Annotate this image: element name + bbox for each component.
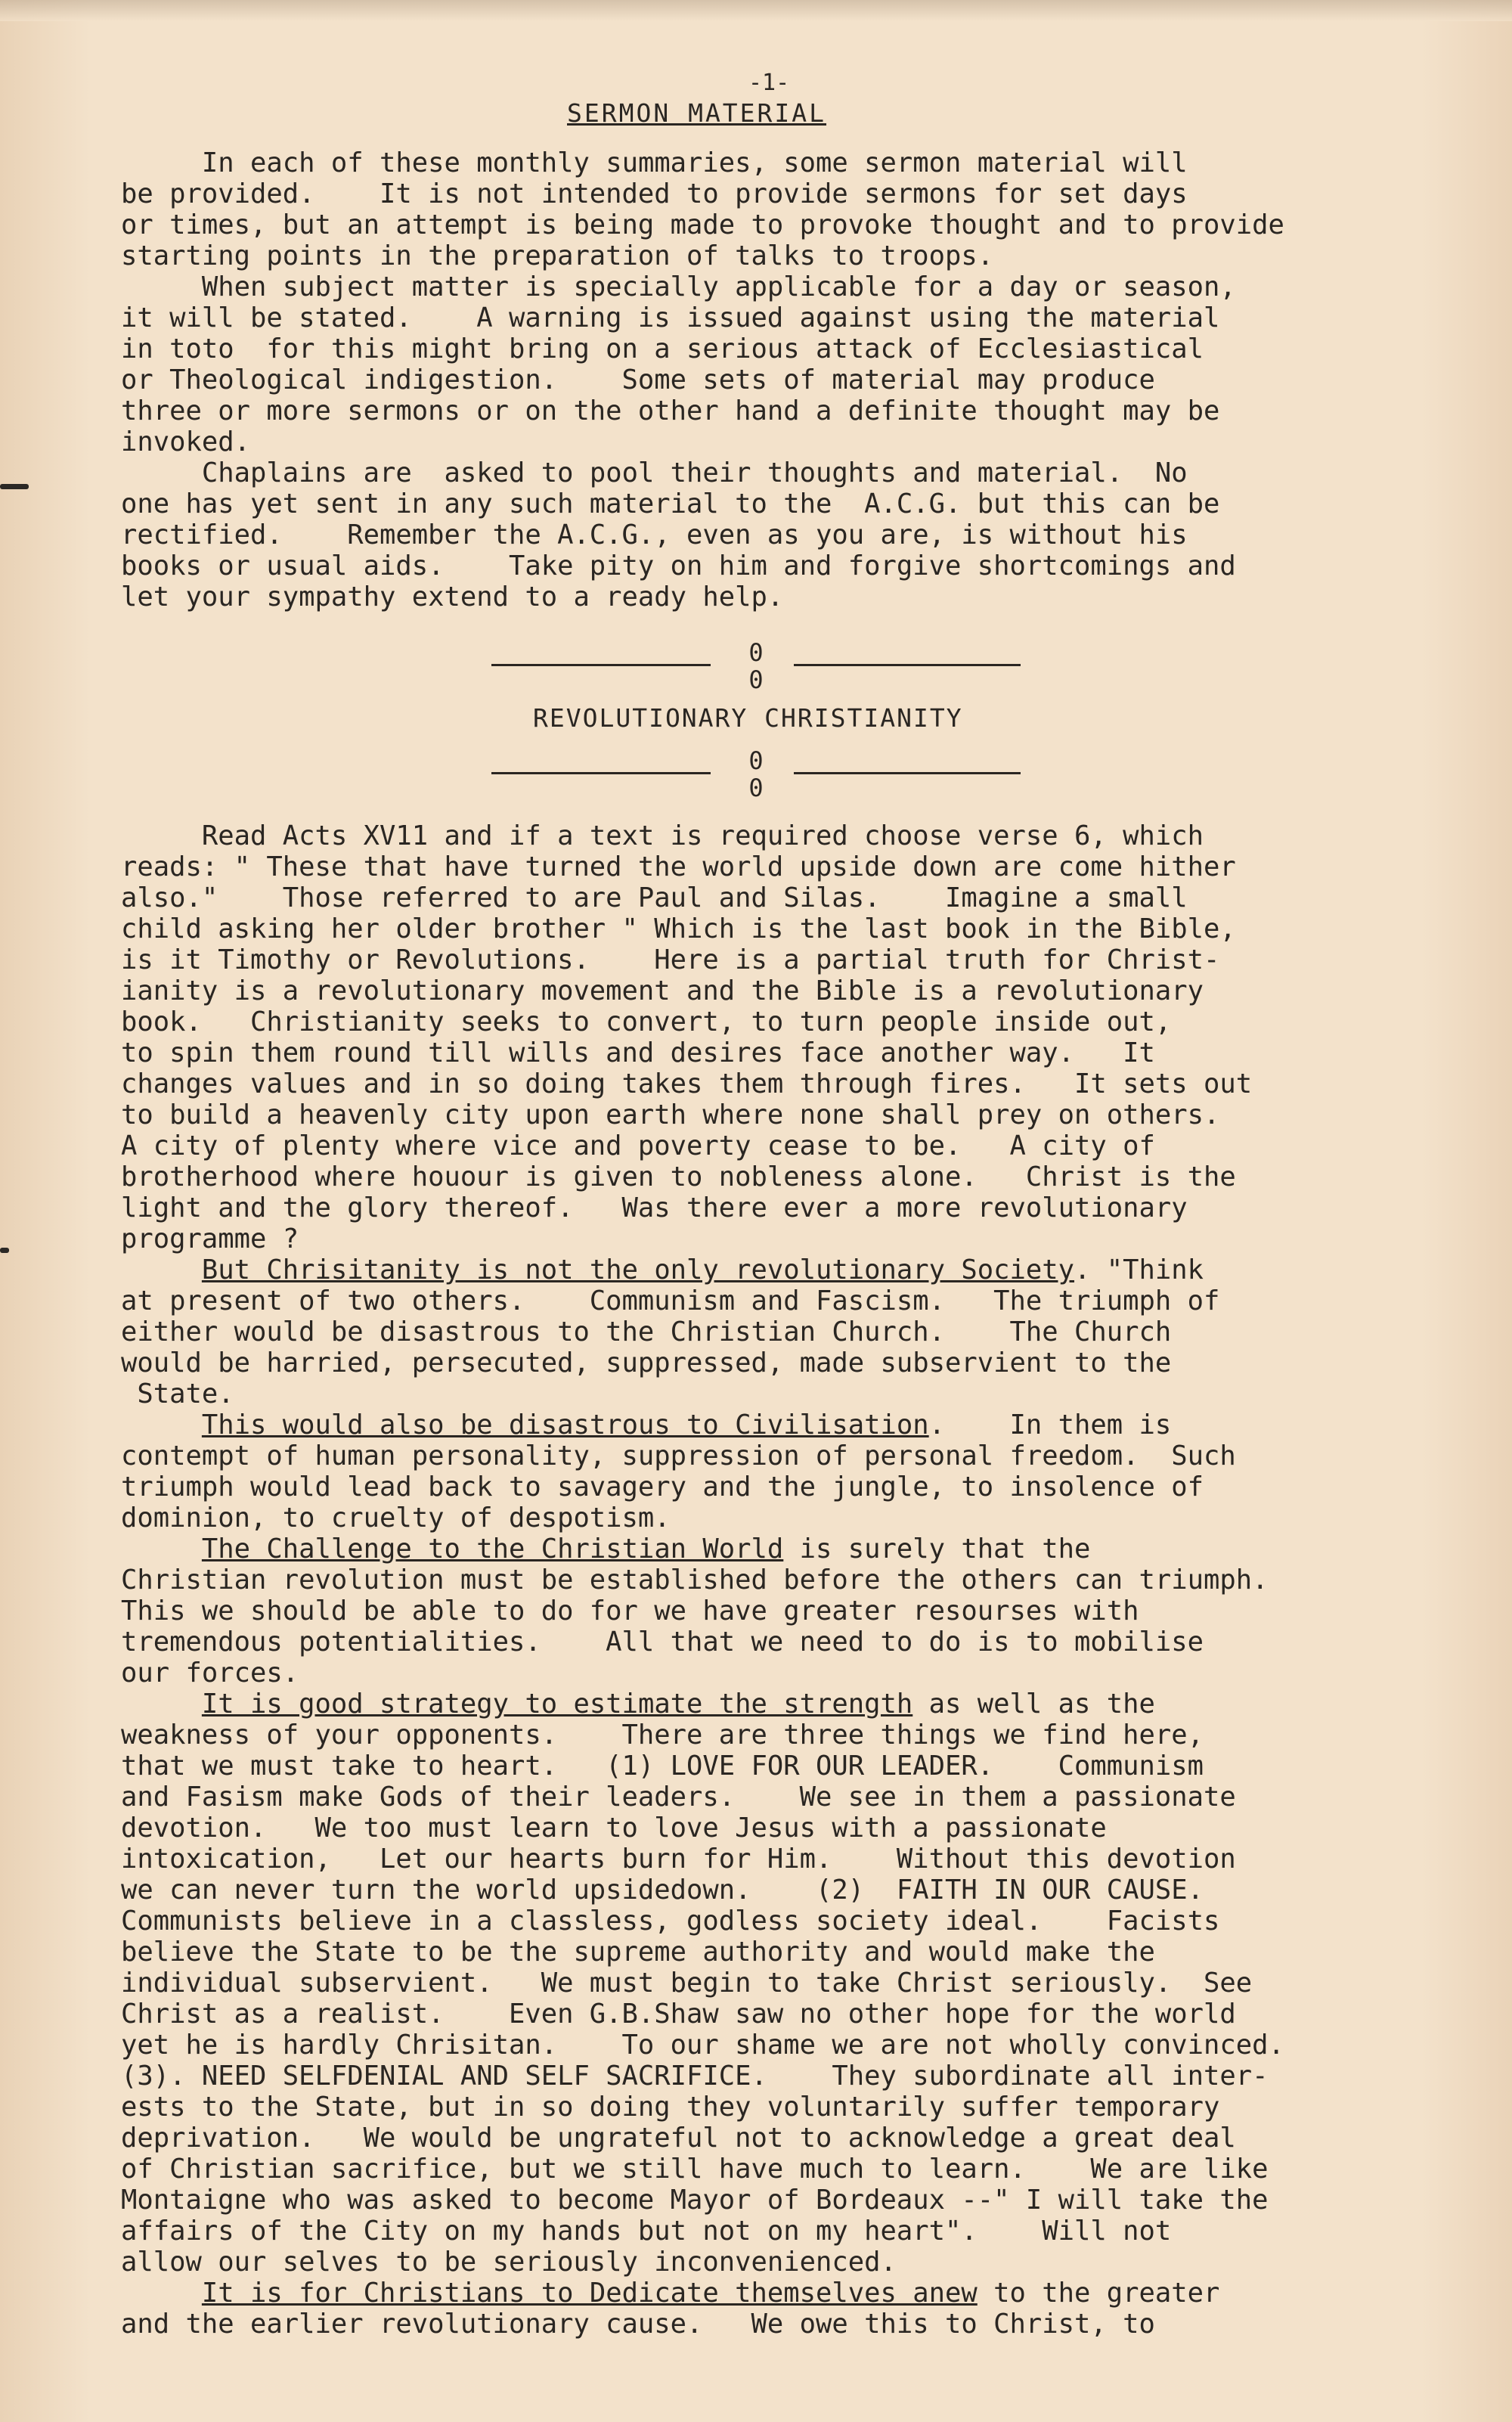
intro-paragraph-3: Chaplains are asked to pool their thoughts and material. No one has yet sent in any such material to the A.C.G. but this can be rectified. Remember the A.C.G., even as you are, is without his books or usual aids. Take pity on him and forgive shortcomings and let your sympathy extend to a ready help. — [121, 457, 1236, 612]
divider-mark: 0 — [748, 774, 764, 802]
sermon-paragraph-3: . In them is contempt of human personality, suppression of personal freedom. Such triumph would lead back to savagery and the jungle, to insolence of dominion, to cruelty of despotism. — [121, 1409, 1236, 1534]
subheading-civilisation: This would also be disastrous to Civilisation — [201, 1409, 929, 1440]
sermon-paragraph-1: Read Acts XV11 and if a text is required choose verse 6, which reads: " These that have turned the world upside down are come hither also." Those referred to are Paul and Silas. Imagine a small child asking her older brother " Which is the last book in the Bible, is it Timothy or Revolutions. Here is a partial truth for Christ- ianity is a revolutionary movement and the Bible is a revolutionary book. Christianity seeks to convert, to turn people inside out, to spin them round till wills and desires face another way. It changes values and in so doing takes them through fires. It sets out to build a heavenly city upon earth where none shall prey on others. A city of plenty where vice and poverty cease to be. A city of brotherhood where houour is given to nobleness alone. Christ is the light and the glory thereof. Was there ever a more revolutionary programme ? — [121, 820, 1253, 1254]
sermon-paragraph-6: to the greater and the earlier revolutionary cause. We owe this to Christ, to — [121, 2278, 1220, 2340]
page-number: -1- — [748, 70, 790, 96]
divider-rule — [491, 664, 711, 666]
sermon-body — [121, 820, 1452, 2340]
sermon-paragraph-4: is surely that the Christian revolution must be established before the others can triumph. This we should be able to do for we have greater resourses with tremendous potentialities. All that we need to do is to mobilise our forces. — [121, 1534, 1269, 1689]
divider-mark: 0 — [748, 665, 764, 694]
divider-rule — [794, 664, 1021, 666]
subheading-revolutionary-society: But Chrisitanity is not the only revolutionary Society — [201, 1254, 1075, 1285]
subheading-dedicate: It is for Christians to Dedicate themselves anew — [201, 2278, 978, 2309]
page-heading: SERMON MATERIAL — [567, 98, 827, 128]
sermon-paragraph-2: . "Think at present of two others. Communism and Fascism. The triumph of either would be disastrous to the Christian Church. The Church would be harried, persecuted, suppressed, made subservient to the State. — [121, 1254, 1220, 1409]
punch-mark — [0, 484, 29, 489]
subheading-strategy: It is good strategy to estimate the strength — [201, 1689, 913, 1720]
section-divider-top — [491, 639, 1021, 693]
divider-mark: 0 — [748, 638, 764, 667]
subheading-challenge: The Challenge to the Christian World — [201, 1534, 784, 1565]
paper-top-edge — [0, 0, 1512, 21]
section-title: REVOLUTIONARY CHRISTIANITY — [533, 703, 963, 733]
sermon-paragraph-5: as well as the weakness of your opponents. There are three things we find here, that we must take to heart. (1) LOVE FOR OUR LEADER. Communism and Fasism make Gods of their leaders. We see in them a passionate devotion. We too must learn to love Jesus with a passionate intoxication, Let our hearts burn for Him. Without this devotion we can never turn the world upsidedown. (2) FAITH IN OUR CAUSE. Communists believe in a classless, godless society ideal. Facists believe the State to be the supreme authority and would make the individual subservient. We must begin to take Christ seriously. See Christ as a realist. Even G.B.Shaw saw no other hope for the world yet he is hardly Chrisitan. To our shame we are not wholly convinced. (3). NEED SELFDENIAL AND SELF SACRIFICE. They subordinate all inter- ests to the State, but in so doing they voluntarily suffer temporary deprivation. We would be ungrateful not to acknowledge a great deal of Christian sacrifice, but we still have much to learn. We are like Montaigne who was asked to become Mayor of Bordeaux --" I will take the affairs of the City on my hands but not on my heart". Will not allow our selves to be seriously inconvenienced. — [121, 1689, 1284, 2278]
intro-section — [121, 147, 1452, 612]
intro-paragraph-2: When subject matter is specially applicable for a day or season, it will be stated. A warning is issued against using the material in toto for this might bring on a serious attack of Ecclesiastical or Theological indigestion. Some sets of material may produce three or more sermons or on the other hand a definite thought may be invoked. — [121, 271, 1236, 457]
divider-rule — [794, 772, 1021, 774]
intro-paragraph-1: In each of these monthly summaries, some sermon material will be provided. It is not intended to provide sermons for set days or times, but an attempt is being made to provoke thought and to provide starting points in the preparation of talks to troops. — [121, 147, 1284, 271]
divider-mark: 0 — [748, 746, 764, 775]
divider-rule — [491, 772, 711, 774]
section-divider-bottom — [491, 747, 1021, 802]
punch-mark — [0, 1248, 9, 1253]
